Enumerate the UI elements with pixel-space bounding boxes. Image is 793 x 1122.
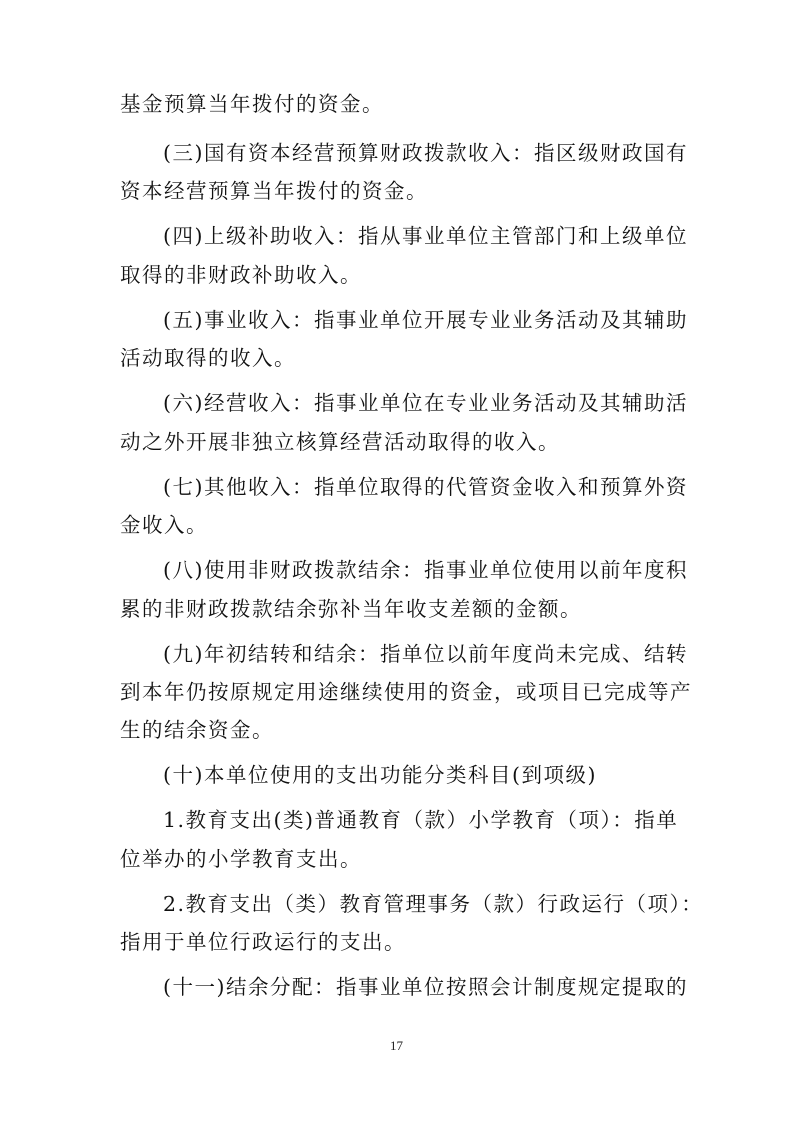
- text-line: 到本年仍按原规定用途继续使用的资金，或项目已完成等产: [120, 680, 692, 704]
- text-line: 指用于单位行政运行的支出。: [120, 930, 406, 954]
- text-line: 累的非财政拨款结余弥补当年收支差额的金额。: [120, 597, 582, 621]
- text-line: 位举办的小学教育支出。: [120, 847, 362, 871]
- text-line: 取得的非财政补助收入。: [120, 263, 362, 287]
- page-number: 17: [390, 1038, 403, 1053]
- text-line: 动之外开展非独立核算经营活动取得的收入。: [120, 430, 560, 454]
- paragraph-first-line: (八)使用非财政拨款结余：指事业单位使用以前年度积: [163, 558, 688, 582]
- paragraph-first-line: 2.教育支出（类）教育管理事务（款）行政运行（项）：: [163, 892, 704, 916]
- paragraph-first-line: 1.教育支出(类)普通教育（款）小学教育（项）：指单: [163, 808, 679, 832]
- paragraph-first-line: (九)年初结转和结余：指单位以前年度尚未完成、结转: [163, 642, 688, 666]
- paragraph-first-line: (五)事业收入：指事业单位开展专业业务活动及其辅助: [163, 308, 688, 332]
- text-line: 生的结余资金。: [120, 718, 274, 742]
- paragraph-first-line: (四)上级补助收入：指从事业单位主管部门和上级单位: [163, 224, 688, 248]
- text-line: 金收入。: [120, 513, 208, 537]
- paragraph-first-line: (七)其他收入：指单位取得的代管资金收入和预算外资: [163, 475, 688, 499]
- section-heading: (十)本单位使用的支出功能分类科目(到项级): [163, 763, 597, 787]
- paragraph-first-line: (三)国有资本经营预算财政拨款收入：指区级财政国有: [163, 141, 688, 165]
- text-line: 基金预算当年拨付的资金。: [120, 92, 384, 116]
- paragraph-first-line: (六)经营收入：指事业单位在专业业务活动及其辅助活: [163, 391, 688, 415]
- text-line: 资本经营预算当年拨付的资金。: [120, 179, 428, 203]
- paragraph-first-line: (十一)结余分配：指事业单位按照会计制度规定提取的: [163, 975, 688, 999]
- text-line: 活动取得的收入。: [120, 346, 296, 370]
